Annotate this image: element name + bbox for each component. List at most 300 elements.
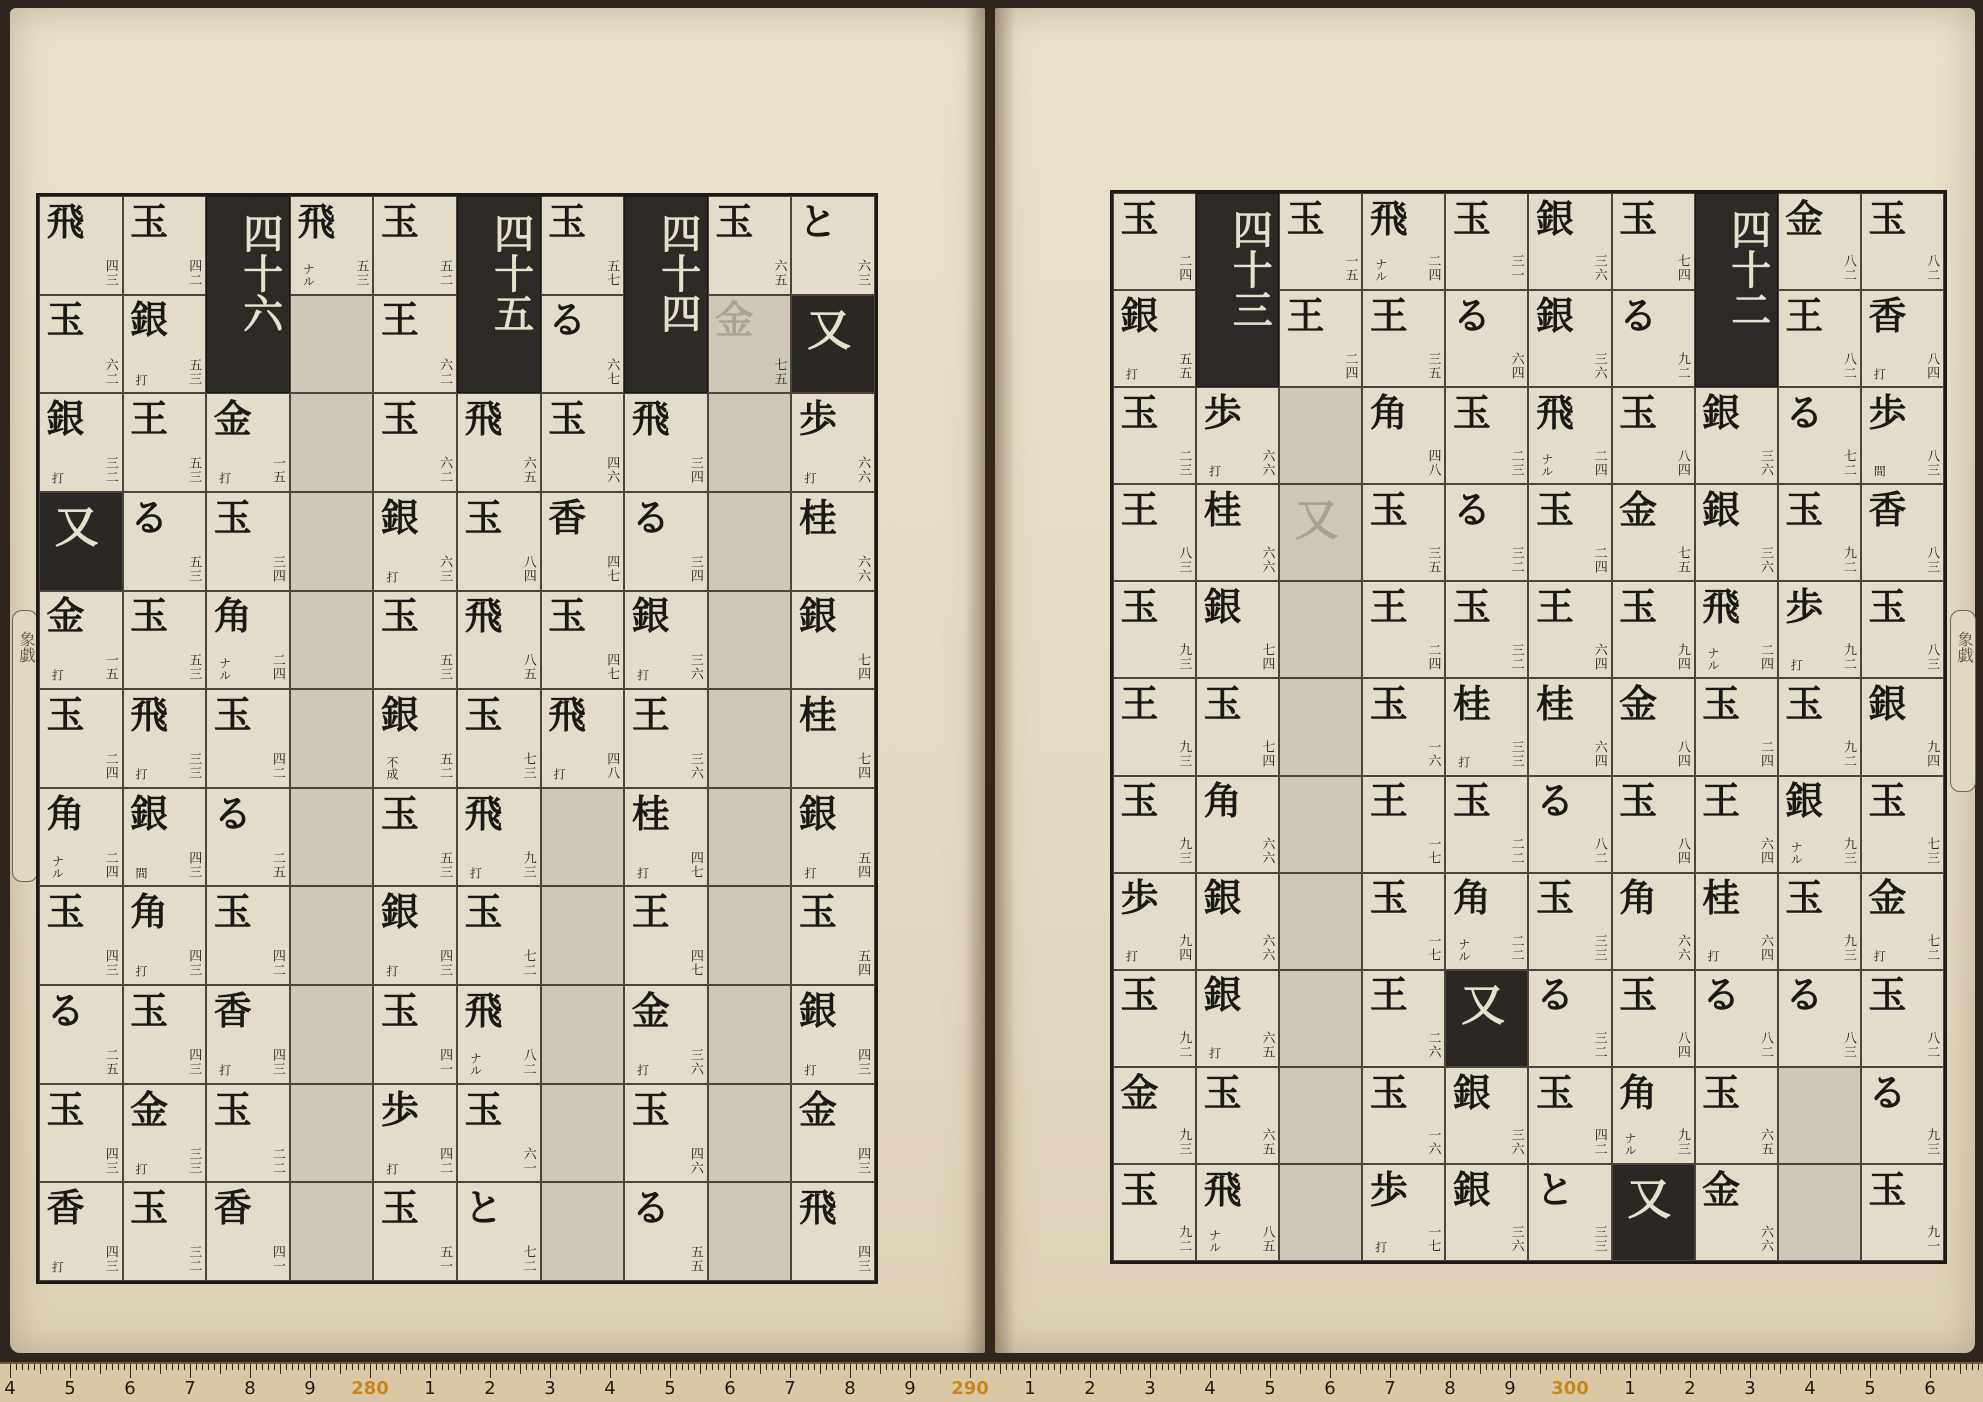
move-cell [791,1084,875,1183]
ruler-tick [964,1364,965,1370]
piece-character: 歩 [798,396,837,442]
ruler-tick [760,1364,761,1374]
ruler-tick [814,1364,815,1370]
move-cell [206,393,290,492]
piece-character: 玉 [548,593,587,639]
ruler-number: 6 [724,1378,736,1399]
ruler-tick [1156,1364,1157,1370]
ruler-tick [1294,1364,1295,1370]
piece-character: 玉 [548,198,587,244]
ruler-tick [1342,1364,1343,1370]
ruler-tick [1192,1364,1193,1370]
ruler-number: 5 [664,1378,676,1399]
ruler-tick [1234,1364,1235,1370]
ruler-tick [592,1364,593,1370]
piece-character: 玉 [798,889,837,935]
move-annotation: 打 [802,1063,817,1076]
move-annotation: 打 [1872,950,1887,963]
move-square: 九二 [1176,1031,1192,1060]
piece-character: 玉 [548,396,587,442]
piece-character: 飛 [1702,584,1741,630]
ruler-tick [952,1364,953,1370]
move-square: 六六 [1757,1225,1773,1254]
ruler-tick [664,1364,665,1370]
piece-character: 歩 [1868,389,1907,435]
move-square: 二四 [1591,545,1607,574]
ruler-tick [268,1364,269,1370]
move-square: 四三 [186,1047,202,1076]
move-square: 五三 [186,554,202,583]
move-square: 七五 [771,357,787,386]
move-cell [373,295,457,394]
ruler-tick [1396,1364,1397,1370]
move-cell [1445,193,1528,290]
ruler-tick [1066,1364,1067,1370]
ruler-tick [1282,1364,1283,1370]
move-square: 八二 [1924,1031,1940,1060]
move-square: 三六 [1757,448,1773,477]
move-annotation: 打 [384,570,399,583]
ruler-tick [790,1364,791,1378]
piece-character: 飛 [464,593,503,639]
piece-character: 銀 [1203,875,1242,921]
move-cell [290,886,374,985]
move-cell [1528,581,1611,678]
piece-character: 玉 [1785,875,1824,921]
ruler-tick [382,1364,383,1370]
piece-character: 玉 [1535,486,1574,532]
ruler-tick [112,1364,113,1370]
ruler-tick [1120,1364,1121,1374]
move-cell [1113,484,1196,581]
move-square: 六三 [437,554,453,583]
ruler-tick [148,1364,149,1370]
piece-character: 飛 [1203,1166,1242,1212]
move-cell [373,788,457,887]
ruler-tick [1276,1364,1277,1370]
piece-character: 王 [1120,681,1159,727]
move-cell [708,295,792,394]
move-square: 七五 [1674,545,1690,574]
ruler-number: 300 [1551,1378,1589,1399]
move-square: 三三 [1508,739,1524,768]
piece-character: 銀 [798,593,837,639]
piece-character: 玉 [1203,1069,1242,1115]
ruler-number: 3 [1744,1378,1756,1399]
ruler-tick [238,1364,239,1370]
ruler-tick [1468,1364,1469,1370]
ruler-tick [898,1364,899,1370]
ruler-tick [628,1364,629,1370]
move-square: 九三 [520,850,536,879]
ruler-tick [892,1364,893,1370]
move-cell [39,689,123,788]
ruler-tick [1804,1364,1805,1370]
ruler-tick [88,1364,89,1370]
ruler-tick [1540,1364,1541,1374]
ruler-tick [934,1364,935,1370]
ruler-tick [556,1364,557,1370]
move-square: 八三 [1924,545,1940,574]
move-square: 二三 [1176,448,1192,477]
move-square: 二四 [102,752,118,781]
ruler-number: 5 [64,1378,76,1399]
problem-number-header [1196,193,1279,387]
move-square: 三六 [1508,1128,1524,1157]
piece-character: 王 [1369,584,1408,630]
move-annotation: ナル [1207,1229,1222,1254]
piece-character: 銀 [46,396,85,442]
ruler-number: 9 [304,1378,316,1399]
move-square: 七二 [520,1245,536,1274]
move-cell [1778,678,1861,775]
move-square: 五三 [186,357,202,386]
move-cell [373,689,457,788]
piece-character: 飛 [46,198,85,244]
ruler-tick [322,1364,323,1370]
piece-character: 歩 [1369,1166,1408,1212]
ruler-tick [1900,1364,1901,1374]
piece-character: 玉 [715,198,754,244]
piece-character: 玉 [1286,195,1325,241]
move-annotation: 打 [217,472,232,485]
move-annotation: ナル [1373,258,1388,283]
ruler-tick [250,1364,251,1378]
ruler-tick [988,1364,989,1370]
move-cell [624,788,708,887]
ruler-tick [142,1364,143,1370]
ruler-tick [652,1364,653,1370]
ruler-tick [478,1364,479,1370]
move-square: 八四 [1924,351,1940,380]
ruler-tick [304,1364,305,1370]
piece-character: 金 [1868,875,1907,921]
ruler-tick [370,1364,371,1378]
ruler-tick [1954,1364,1955,1370]
ruler-tick [718,1364,719,1370]
ruler-tick [994,1364,995,1370]
move-cell [624,492,708,591]
variation-label: 又 [54,502,99,554]
piece-character: 香 [548,494,587,540]
ruler-tick [1966,1364,1967,1370]
ruler-tick [1414,1364,1415,1370]
ruler-tick [1864,1364,1865,1370]
ruler-tick [1024,1364,1025,1370]
left-side-tab [12,610,38,882]
move-cell [1778,873,1861,970]
ruler-tick [1054,1364,1055,1370]
move-annotation: 打 [217,1063,232,1076]
move-annotation: 間 [1872,464,1887,477]
piece-character: る [1785,972,1824,1018]
piece-character: 銀 [1868,681,1907,727]
problem-number: 四十六 [236,212,284,333]
move-square: 四六 [604,456,620,485]
ruler-tick [844,1364,845,1370]
ruler-tick [1018,1364,1019,1370]
move-cell [1528,387,1611,484]
move-cell [457,689,541,788]
move-cell [39,591,123,690]
move-square: 七三 [1924,836,1940,865]
move-cell [624,689,708,788]
piece-character: 玉 [1120,389,1159,435]
move-cell [1362,970,1445,1067]
ruler-tick [1216,1364,1217,1370]
move-annotation: 打 [1207,464,1222,477]
piece-character: 桂 [1702,875,1741,921]
move-square: 一六 [1425,1128,1441,1157]
move-cell [1778,776,1861,873]
move-square: 二二 [1508,934,1524,963]
move-square: 八二 [1841,351,1857,380]
ruler-tick [1792,1364,1793,1370]
move-cell [1196,581,1279,678]
piece-character: 銀 [1203,972,1242,1018]
piece-character: 桂 [1452,681,1491,727]
move-square: 八三 [1924,642,1940,671]
move-annotation: 打 [134,768,149,781]
ruler-tick [1726,1364,1727,1370]
move-cell [1279,387,1362,484]
piece-character: 銀 [1452,1166,1491,1212]
move-cell [624,1084,708,1183]
move-cell [457,393,541,492]
move-cell [541,591,625,690]
move-cell [1612,970,1695,1067]
piece-character: 金 [213,396,252,442]
move-cell [791,393,875,492]
ruler-tick [1918,1364,1919,1370]
piece-character: 玉 [213,1086,252,1132]
move-cell [1445,581,1528,678]
move-square: 八五 [1259,1225,1275,1254]
move-cell [1861,970,1944,1067]
ruler-tick [1936,1364,1937,1370]
move-cell [457,788,541,887]
move-cell [206,1084,290,1183]
ruler-tick [484,1364,485,1370]
piece-character: る [1452,292,1491,338]
move-annotation: 打 [635,1063,650,1076]
ruler-tick [916,1364,917,1370]
move-cell [373,886,457,985]
ruler-tick [352,1364,353,1370]
move-cell [1612,484,1695,581]
problem-number: 四十四 [654,212,702,333]
move-cell [708,591,792,690]
ruler-number: 7 [1384,1378,1396,1399]
piece-character: 玉 [1120,584,1159,630]
piece-character: 玉 [380,1185,419,1231]
ruler-tick [1852,1364,1853,1370]
move-cell [290,393,374,492]
piece-character: 玉 [1868,195,1907,241]
move-square: 四三 [855,1146,871,1175]
move-square: 六二 [437,456,453,485]
ruler-tick [1912,1364,1913,1370]
ruler-tick [658,1364,659,1370]
ruler-tick [1000,1364,1001,1374]
move-square: 四二 [269,752,285,781]
ruler-tick [1666,1364,1667,1370]
ruler-tick [202,1364,203,1370]
piece-character: 玉 [631,1086,670,1132]
ruler-tick [676,1364,677,1370]
move-cell [123,196,207,295]
piece-character: 王 [1286,292,1325,338]
ruler-tick [1030,1364,1031,1378]
ruler-number: 5 [1264,1378,1276,1399]
piece-character: 玉 [1120,1166,1159,1212]
move-square: 六二 [102,357,118,386]
piece-character: と [1535,1166,1574,1212]
ruler-tick [1204,1364,1205,1370]
move-square: 三二 [186,1245,202,1274]
ruler-tick [580,1364,581,1374]
ruler-tick [1588,1364,1589,1370]
move-annotation: ナル [468,1051,483,1076]
ruler-tick [1858,1364,1859,1370]
move-cell [373,1182,457,1281]
move-square: 九二 [1841,642,1857,671]
move-cell [541,985,625,1084]
ruler-tick [1654,1364,1655,1370]
ruler-tick [1222,1364,1223,1370]
ruler-tick [1432,1364,1433,1370]
move-cell [1445,873,1528,970]
move-square: 六六 [855,456,871,485]
move-square: 三六 [1508,1225,1524,1254]
ruler-tick [1306,1364,1307,1370]
move-cell [1695,970,1778,1067]
move-square: 四七 [604,653,620,682]
ruler-tick [1186,1364,1187,1370]
ruler-tick [712,1364,713,1370]
piece-character: 角 [46,790,85,836]
move-square: 三六 [687,752,703,781]
move-cell [541,886,625,985]
move-square: 四三 [102,258,118,287]
ruler-tick [1672,1364,1673,1370]
move-cell [290,985,374,1084]
move-cell [1528,193,1611,290]
move-cell [1362,290,1445,387]
piece-character: 玉 [380,987,419,1033]
move-annotation: ナル [1706,646,1721,671]
piece-character: 金 [1619,681,1658,727]
move-cell [708,492,792,591]
move-cell [457,591,541,690]
ruler-tick [1288,1364,1289,1370]
move-cell [624,985,708,1084]
ruler-tick [1534,1364,1535,1370]
ruler-tick [388,1364,389,1370]
ruler-tick [160,1364,161,1374]
piece-character: 飛 [464,987,503,1033]
piece-character: 玉 [46,691,85,737]
move-cell [1196,970,1279,1067]
ruler-tick [1516,1364,1517,1370]
ruler-tick [46,1364,47,1370]
move-square: 六四 [1508,351,1524,380]
move-cell [1445,678,1528,775]
move-cell [39,985,123,1084]
move-cell [373,591,457,690]
ruler-number: 4 [1804,1378,1816,1399]
ruler-tick [646,1364,647,1370]
piece-character: 玉 [1619,195,1658,241]
move-annotation: 打 [134,965,149,978]
ruler-tick [922,1364,923,1370]
move-cell [290,788,374,887]
move-square: 四三 [186,850,202,879]
move-square: 六六 [1259,448,1275,477]
piece-character: 玉 [1619,584,1658,630]
move-cell [708,985,792,1084]
ruler-tick [460,1364,461,1374]
ruler-tick [454,1364,455,1370]
ruler-tick [130,1364,131,1378]
move-cell [708,788,792,887]
piece-character: 金 [631,987,670,1033]
ruler-tick [1150,1364,1151,1378]
move-square: 五三 [186,456,202,485]
piece-character: 銀 [1120,292,1159,338]
move-cell [39,1182,123,1281]
piece-character: 角 [1452,875,1491,921]
ruler-tick [1750,1364,1751,1378]
move-square: 二四 [1757,642,1773,671]
move-square: 三四 [687,554,703,583]
move-square: 七二 [1841,448,1857,477]
move-cell [123,295,207,394]
piece-character: 王 [1535,584,1574,630]
ruler-tick [598,1364,599,1370]
piece-character: 飛 [798,1185,837,1231]
variation-label: 又 [1627,1174,1672,1226]
move-cell [1113,387,1196,484]
move-cell [1113,1067,1196,1164]
piece-character: 金 [130,1086,169,1132]
move-cell [624,393,708,492]
right-move-grid [1110,190,1947,1264]
ruler-tick [34,1364,35,1370]
ruler-tick [406,1364,407,1370]
move-square: 六六 [855,554,871,583]
move-annotation: 打 [1706,950,1721,963]
piece-character: 桂 [798,691,837,737]
piece-character: 飛 [631,396,670,442]
ruler-tick [1774,1364,1775,1370]
move-square: 三一 [1508,254,1524,283]
move-square: 五五 [1176,351,1192,380]
ruler-number: 2 [1084,1378,1096,1399]
piece-character: 飛 [130,691,169,737]
piece-character: 金 [1120,1069,1159,1115]
ruler-tick [982,1364,983,1370]
move-cell [1362,193,1445,290]
ruler-tick [574,1364,575,1370]
piece-character: 銀 [798,790,837,836]
piece-character: 桂 [798,494,837,540]
move-annotation: 打 [1456,755,1471,768]
move-square: 三四 [687,456,703,485]
move-square: 九二 [1841,739,1857,768]
move-square: 二二 [269,1146,285,1175]
ruler-tick [784,1364,785,1370]
